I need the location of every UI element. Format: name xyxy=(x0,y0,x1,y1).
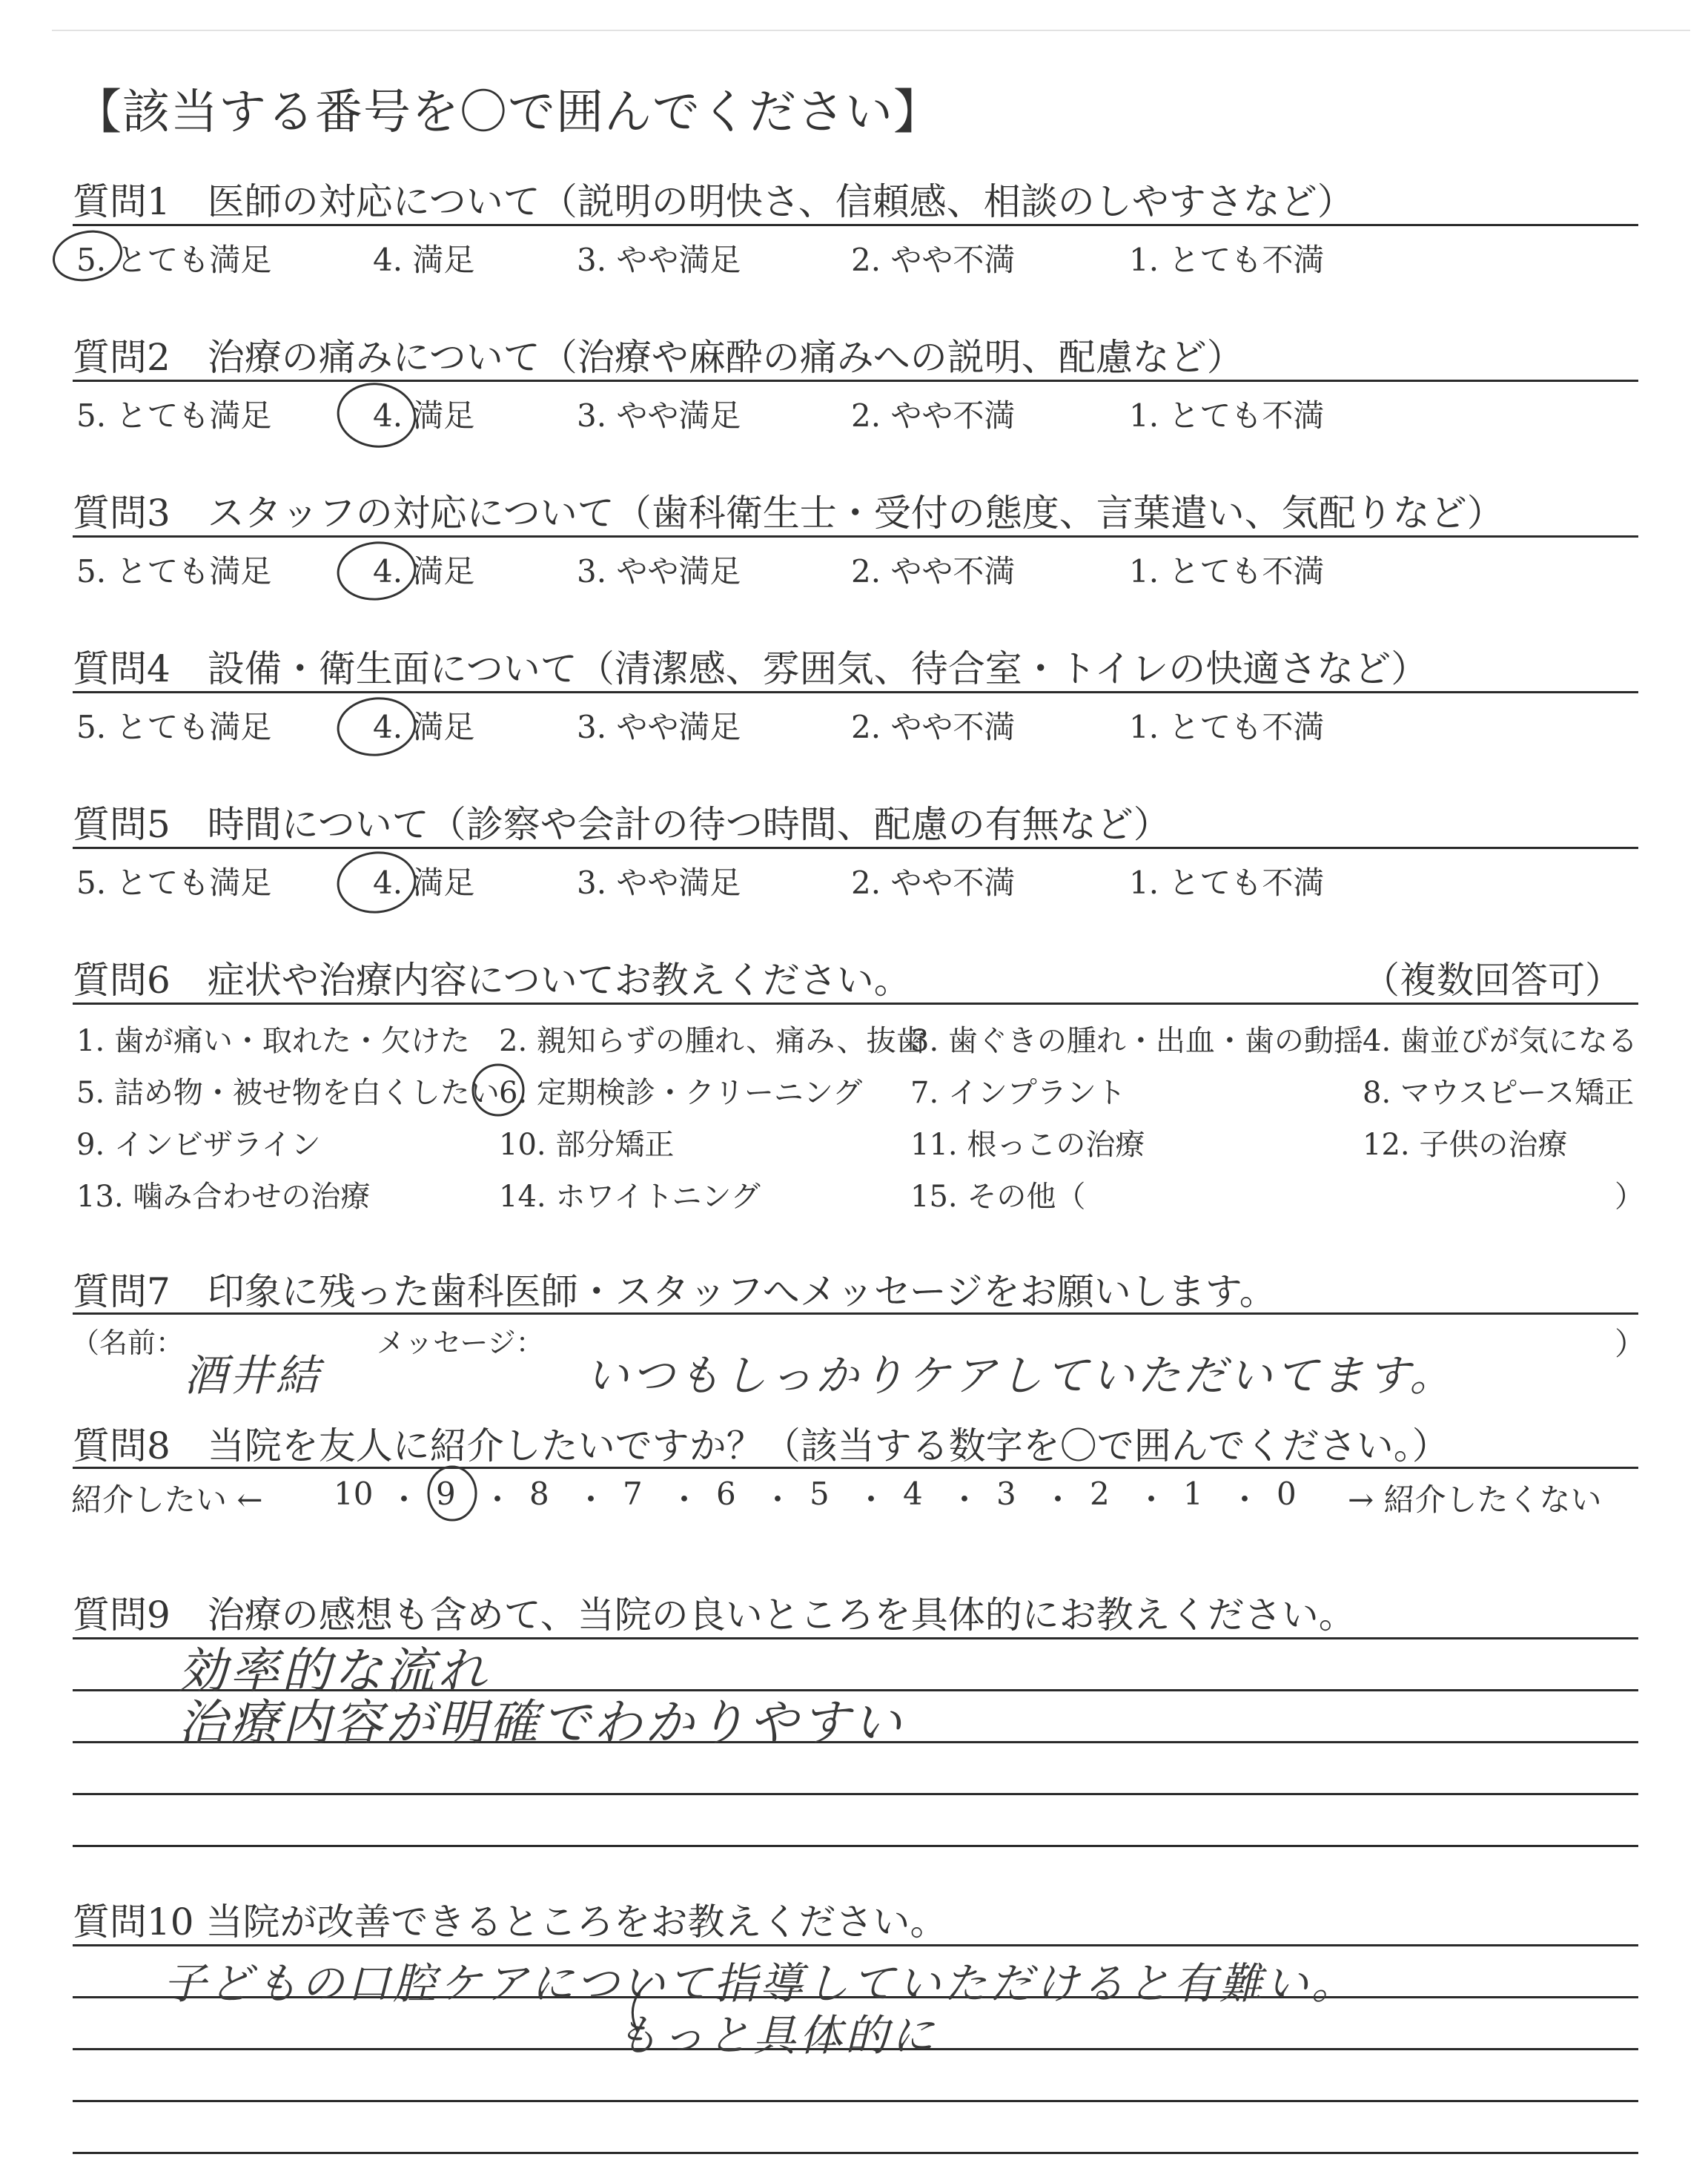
q5-option-5[interactable]: 5. とても満足 xyxy=(76,865,272,901)
question-2-title: 質問2 治療の痛みについて（治療や麻酔の痛みへの説明、配慮など） xyxy=(73,336,1244,379)
q1-option-4[interactable]: 4. 満足 xyxy=(373,242,475,278)
q8-scale-separator: ・ xyxy=(1229,1482,1261,1518)
q4-option-3[interactable]: 3. やや満足 xyxy=(577,709,741,745)
q7-close: ） xyxy=(1615,1326,1646,1362)
q5-option-1[interactable]: 1. とても不満 xyxy=(1129,865,1325,901)
q4-option-4[interactable]: 4. 満足 xyxy=(373,709,475,745)
q1-option-3[interactable]: 3. やや満足 xyxy=(577,242,741,278)
q8-scale-separator: ・ xyxy=(1136,1482,1168,1518)
q8-scale-separator: ・ xyxy=(1042,1482,1074,1518)
q6-option-4[interactable]: 4. 歯並びが気になる xyxy=(1363,1024,1638,1058)
q8-scale-3[interactable]: 3 xyxy=(996,1476,1016,1512)
q6-option-6[interactable]: 6. 定期検診・クリーニング xyxy=(499,1076,863,1110)
q6-other-close: ） xyxy=(1615,1180,1644,1214)
q4-selection-circle xyxy=(335,695,417,759)
q8-scale-4[interactable]: 4 xyxy=(903,1476,923,1512)
q6-selection-circle xyxy=(473,1065,523,1115)
q1-option-5[interactable]: 5. とても満足 xyxy=(76,242,272,278)
q2-option-5[interactable]: 5. とても満足 xyxy=(76,397,272,434)
q7-message-handwritten[interactable]: いつもしっかりケアしていただいてます。 xyxy=(586,1350,1456,1401)
q7-message-label: メッセージ： xyxy=(377,1327,544,1359)
q3-option-4[interactable]: 4. 満足 xyxy=(373,553,475,589)
q7-name-handwritten[interactable]: 酒井結 xyxy=(184,1350,322,1401)
form-header: 【該当する番号を〇で囲んでください】 xyxy=(74,85,941,140)
q8-scale-10[interactable]: 10 xyxy=(334,1476,374,1512)
q1-option-1[interactable]: 1. とても不満 xyxy=(1129,242,1325,278)
q8-scale-1[interactable]: 1 xyxy=(1183,1476,1203,1512)
question-1-title: 質問1 医師の対応について（説明の明快さ、信頼感、相談のしやすさなど） xyxy=(73,180,1354,223)
q3-option-3[interactable]: 3. やや満足 xyxy=(577,553,741,589)
q3-option-5[interactable]: 5. とても満足 xyxy=(76,553,272,589)
q6-option-9[interactable]: 9. インビザライン xyxy=(76,1128,321,1162)
q4-option-2[interactable]: 2. やや不満 xyxy=(851,709,1016,745)
q6-option-13[interactable]: 13. 噛み合わせの治療 xyxy=(76,1180,371,1214)
q1-option-2[interactable]: 2. やや不満 xyxy=(851,242,1016,278)
q5-option-3[interactable]: 3. やや満足 xyxy=(577,865,741,901)
q8-left-label: 紹介したい ← xyxy=(71,1482,263,1518)
q3-selection-circle xyxy=(335,539,417,603)
question-4-title: 質問4 設備・衛生面について（清潔感、雰囲気、待合室・トイレの快適さなど） xyxy=(73,647,1429,690)
q8-scale-6[interactable]: 6 xyxy=(716,1476,736,1512)
q6-option-8[interactable]: 8. マウスピース矯正 xyxy=(1363,1076,1635,1110)
q8-scale-9[interactable]: 9 xyxy=(436,1476,456,1512)
question-6-note: （複数回答可） xyxy=(1363,959,1622,1002)
q6-option-14[interactable]: 14. ホワイトニング xyxy=(499,1180,761,1214)
q8-scale-5[interactable]: 5 xyxy=(810,1476,830,1512)
q5-option-4[interactable]: 4. 満足 xyxy=(373,865,475,901)
q6-option-5[interactable]: 5. 詰め物・被せ物を白くしたい xyxy=(76,1076,500,1110)
q5-selection-circle xyxy=(335,849,418,916)
q8-scale-7[interactable]: 7 xyxy=(623,1476,643,1512)
q8-scale-separator: ・ xyxy=(762,1482,794,1518)
q6-option-11[interactable]: 11. 根っこの治療 xyxy=(910,1128,1145,1162)
q9-answer-line-1[interactable]: 効率的な流れ xyxy=(178,1642,489,1700)
q9-answer-line-2[interactable]: 治療内容が明確でわかりやすい xyxy=(178,1694,904,1751)
q6-option-3[interactable]: 3. 歯ぐきの腫れ・出血・歯の動揺 xyxy=(910,1024,1363,1058)
q1-selection-circle xyxy=(49,225,125,286)
q10-answer-line-2[interactable]: もっと具体的に xyxy=(615,2010,938,2061)
question-8-title: 質問8 当院を友人に紹介したいですか？（該当する数字を〇で囲んでください。） xyxy=(73,1424,1449,1467)
q2-selection-circle xyxy=(334,379,420,452)
q6-option-15[interactable]: 15. その他（ xyxy=(910,1180,1086,1214)
q2-option-3[interactable]: 3. やや満足 xyxy=(577,397,741,434)
q2-option-2[interactable]: 2. やや不満 xyxy=(851,397,1016,434)
q8-scale-2[interactable]: 2 xyxy=(1090,1476,1110,1512)
question-7-title: 質問7 印象に残った歯科医師・スタッフへメッセージをお願いします。 xyxy=(73,1270,1277,1313)
q8-scale-separator: ・ xyxy=(482,1482,514,1518)
q6-option-10[interactable]: 10. 部分矯正 xyxy=(499,1128,675,1162)
q8-scale-separator: ・ xyxy=(669,1482,701,1518)
q8-right-label: → 紹介したくない xyxy=(1348,1482,1602,1518)
q3-option-2[interactable]: 2. やや不満 xyxy=(851,553,1016,589)
q6-option-12[interactable]: 12. 子供の治療 xyxy=(1363,1128,1568,1162)
q4-option-5[interactable]: 5. とても満足 xyxy=(76,709,272,745)
q8-scale-separator: ・ xyxy=(388,1482,420,1518)
question-5-title: 質問5 時間について（診察や会計の待つ時間、配慮の有無など） xyxy=(73,803,1171,846)
q5-option-2[interactable]: 2. やや不満 xyxy=(851,865,1016,901)
question-10-title: 質問10 当院が改善できるところをお教えください。 xyxy=(73,1900,947,1943)
q6-option-2[interactable]: 2. 親知らずの腫れ、痛み、抜歯 xyxy=(499,1024,926,1058)
question-9-title: 質問9 治療の感想も含めて、当院の良いところを具体的にお教えください。 xyxy=(73,1593,1356,1636)
q8-scale-separator: ・ xyxy=(855,1482,887,1518)
q10-underline-mark xyxy=(632,1978,652,2032)
q10-answer-line-1[interactable]: 子どもの口腔ケアについて指導していただけると有難い。 xyxy=(163,1958,1357,2009)
q8-scale-separator: ・ xyxy=(949,1482,981,1518)
q7-name-label: （名前： xyxy=(71,1327,185,1359)
q8-selection-circle xyxy=(428,1467,476,1520)
question-3-title: 質問3 スタッフの対応について（歯科衛生士・受付の態度、言葉遣い、気配りなど） xyxy=(73,492,1504,535)
q4-option-1[interactable]: 1. とても不満 xyxy=(1129,709,1325,745)
q2-option-4[interactable]: 4. 満足 xyxy=(373,397,475,434)
q8-scale-8[interactable]: 8 xyxy=(529,1476,549,1512)
q8-scale-separator: ・ xyxy=(575,1482,607,1518)
q8-scale-0[interactable]: 0 xyxy=(1277,1476,1297,1512)
q6-option-1[interactable]: 1. 歯が痛い・取れた・欠けた xyxy=(76,1024,470,1058)
q6-option-7[interactable]: 7. インプラント xyxy=(910,1076,1126,1110)
q3-option-1[interactable]: 1. とても不満 xyxy=(1129,553,1325,589)
q2-option-1[interactable]: 1. とても不満 xyxy=(1129,397,1325,434)
question-6-title: 質問6 症状や治療内容についてお教えください。 xyxy=(73,959,911,1002)
